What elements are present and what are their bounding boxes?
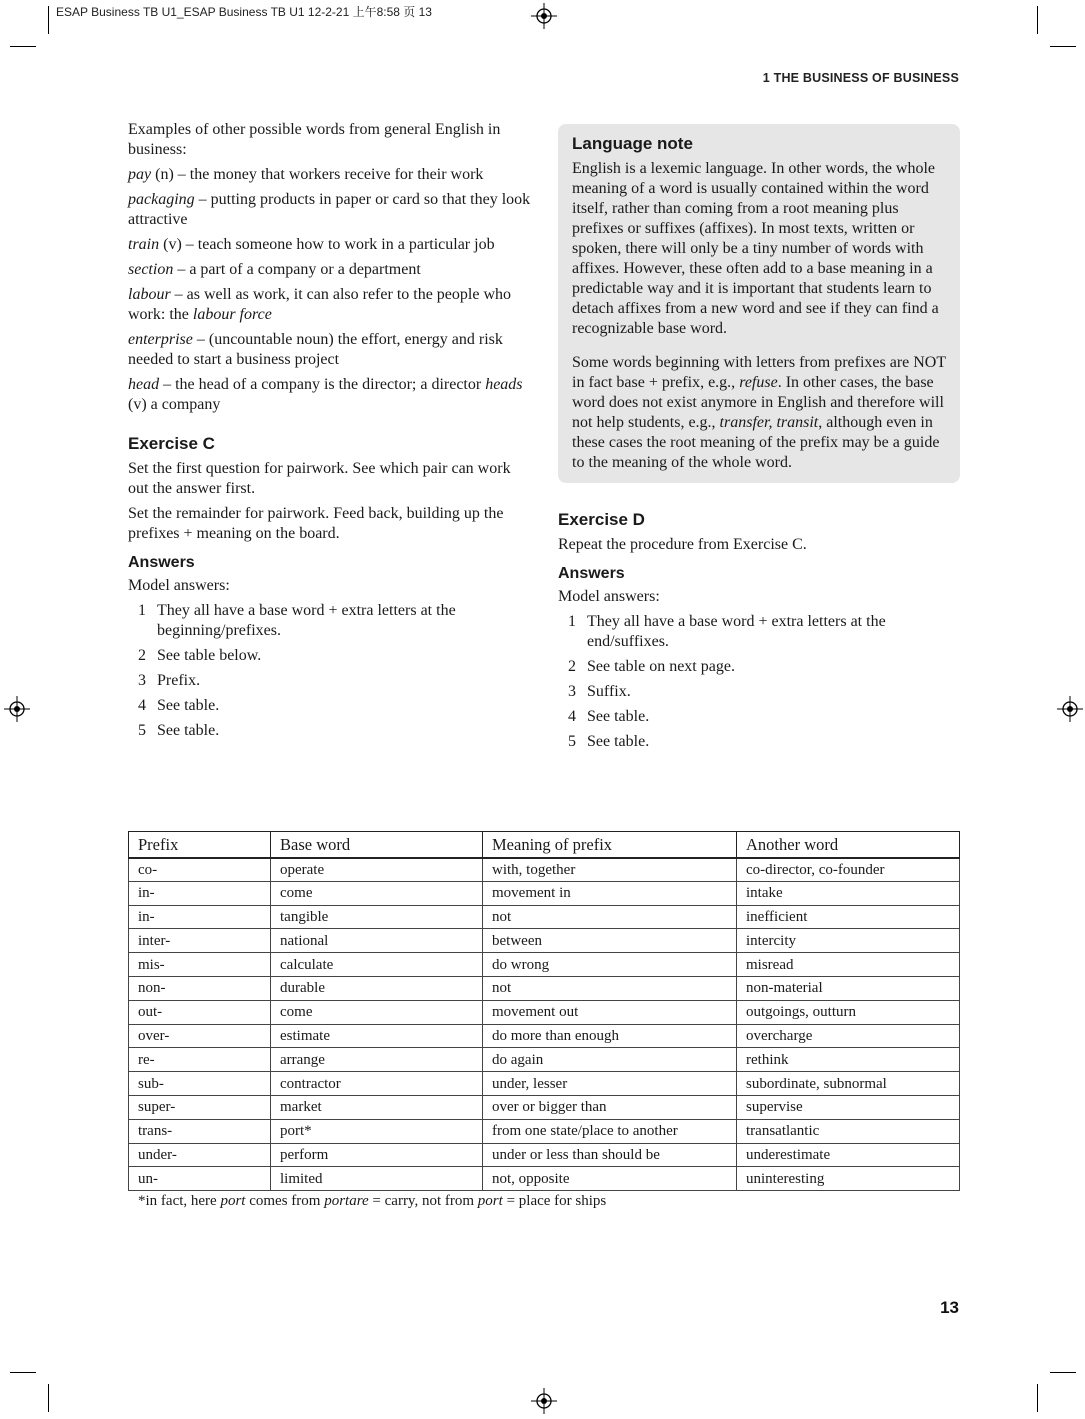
column-header: Another word: [737, 832, 960, 858]
table-cell: uninteresting: [737, 1167, 960, 1191]
answer-list: [558, 612, 960, 752]
table-cell: inefficient: [737, 905, 960, 929]
answer-text: See table.: [157, 697, 220, 714]
table-header-row: [129, 832, 960, 858]
vocab-definition: as well as work, it can also refer to the people who work: the: [128, 286, 512, 323]
table-cell: operate: [271, 858, 483, 882]
exercise-c-instruction: Set the first question for pairwork. See which pair can work out the answer first.: [128, 460, 511, 497]
exercise-d-heading: Exercise D: [558, 510, 645, 529]
vocab-definition: the head of a company is the director; a director: [175, 376, 486, 393]
exercise-d-instruction: Repeat the procedure from Exercise C.: [558, 536, 807, 553]
language-note-box: [558, 124, 960, 483]
table-cell: in-: [129, 905, 271, 929]
table-cell: in-: [129, 881, 271, 905]
table-cell: estimate: [271, 1024, 483, 1048]
table-cell: rethink: [737, 1048, 960, 1072]
table-cell: market: [271, 1095, 483, 1119]
answer-text: They all have a base word + extra letters at the end/suffixes.: [587, 613, 886, 650]
table-cell: over or bigger than: [483, 1095, 737, 1119]
table-row: [129, 1072, 960, 1096]
vocab-list: [128, 165, 532, 415]
table-row: [129, 929, 960, 953]
column-header: Meaning of prefix: [483, 832, 737, 858]
column-header: Base word: [271, 832, 483, 858]
answer-number: 4: [568, 708, 576, 725]
crop-mark: [48, 6, 49, 34]
table-cell: perform: [271, 1143, 483, 1167]
table-cell: contractor: [271, 1072, 483, 1096]
table-cell: transatlantic: [737, 1119, 960, 1143]
registration-mark-icon: [531, 3, 557, 29]
table-cell: under-: [129, 1143, 271, 1167]
vocab-entry: pay (n) – the money that workers receive for their work: [128, 166, 484, 183]
table-cell: movement out: [483, 1000, 737, 1024]
answer-number: 4: [138, 697, 146, 714]
table-cell: not: [483, 905, 737, 929]
answer-number: 5: [568, 733, 576, 750]
table-cell: from one state/place to another: [483, 1119, 737, 1143]
table-row: [129, 976, 960, 1000]
answer-text: Suffix.: [587, 683, 631, 700]
table-cell: port*: [271, 1119, 483, 1143]
table-cell: non-: [129, 976, 271, 1000]
table-cell: re-: [129, 1048, 271, 1072]
table-cell: calculate: [271, 953, 483, 977]
table-row: [129, 905, 960, 929]
table-cell: tangible: [271, 905, 483, 929]
language-note-title: Language note: [572, 134, 693, 153]
vocab-definition: teach someone how to work in a particular job: [197, 236, 495, 253]
answer-number: 3: [568, 683, 576, 700]
table-cell: overcharge: [737, 1024, 960, 1048]
exercise-c-heading: Exercise C: [128, 434, 215, 453]
vocab-term: packaging: [128, 191, 195, 208]
left-column: [128, 120, 532, 746]
crop-mark: [1050, 1372, 1076, 1373]
list-item: [128, 671, 532, 691]
answer-text: See table.: [157, 722, 220, 739]
vocab-entry: enterprise – (uncountable noun) the effort, energy and risk needed to start a business project: [128, 331, 503, 368]
running-head: 1 THE BUSINESS OF BUSINESS: [762, 71, 959, 85]
vocab-term: labour: [128, 286, 171, 303]
vocab-term: enterprise: [128, 331, 193, 348]
registration-mark-icon: [1057, 696, 1083, 722]
table-row: [129, 881, 960, 905]
print-slug: ESAP Business TB U1_ESAP Business TB U1 12-2-21 上午8:58 页 13: [56, 5, 432, 19]
table-cell: arrange: [271, 1048, 483, 1072]
vocab-definition: (uncountable noun) the effort, energy and risk needed to start a business project: [128, 331, 503, 368]
registration-mark-icon: [531, 1388, 557, 1414]
registration-mark-icon: [4, 696, 30, 722]
answer-number: 2: [568, 658, 576, 675]
table-cell: limited: [271, 1167, 483, 1191]
vocab-definition: putting products in paper or card so that they look attractive: [128, 191, 531, 228]
table-row: [129, 1167, 960, 1191]
table-cell: come: [271, 881, 483, 905]
answers-heading: Answers: [128, 554, 195, 571]
table-cell: co-director, co-founder: [737, 858, 960, 882]
list-item: [558, 612, 960, 652]
vocab-entry: labour – as well as work, it can also refer to the people who work: the labour force: [128, 286, 512, 323]
answer-text: See table on next page.: [587, 658, 735, 675]
table-cell: supervise: [737, 1095, 960, 1119]
crop-mark: [1037, 6, 1038, 34]
answer-text: See table.: [587, 733, 650, 750]
table-cell: subordinate, subnormal: [737, 1072, 960, 1096]
table-cell: national: [271, 929, 483, 953]
answer-number: 1: [138, 602, 146, 619]
vocab-definition: a part of a company or a department: [189, 261, 421, 278]
language-note-paragraph: English is a lexemic language. In other words, the whole meaning of a word is usually contained within the word itself, rather than coming from a root meaning plus prefixes or suffixes (affixes). In most texts, written or spoken, there will only be a tiny number of words with affixes. However, these often add to a base meaning in a predictable way and it is important that students learn to detach affixes from a new word and see if they can find a recognizable base word.: [572, 160, 939, 337]
table-cell: between: [483, 929, 737, 953]
model-answers-label: Model answers:: [128, 577, 230, 594]
vocab-entry: train (v) – teach someone how to work in a particular job: [128, 236, 495, 253]
answer-text: See table.: [587, 708, 650, 725]
language-note-paragraph: Some words beginning with letters from prefixes are NOT in fact base + prefix, e.g., refuse. In other cases, the base word does not exist anymore in English and therefore will not help students, e.g., transfer, transit, although even in these cases the root meaning of the prefix may be a guide to the meaning of the whole word.: [572, 354, 946, 471]
table-cell: durable: [271, 976, 483, 1000]
table-cell: movement in: [483, 881, 737, 905]
table-cell: intercity: [737, 929, 960, 953]
table-cell: outgoings, outturn: [737, 1000, 960, 1024]
column-header: Prefix: [129, 832, 271, 858]
table-cell: trans-: [129, 1119, 271, 1143]
table-cell: underestimate: [737, 1143, 960, 1167]
vocab-term: pay: [128, 166, 152, 183]
table-cell: super-: [129, 1095, 271, 1119]
vocab-entry: packaging – putting products in paper or card so that they look attractive: [128, 191, 531, 228]
table-cell: come: [271, 1000, 483, 1024]
vocab-entry: section – a part of a company or a department: [128, 261, 421, 278]
model-answers-label: Model answers:: [558, 588, 660, 605]
list-item: [128, 646, 532, 666]
prefix-table-section: [128, 831, 960, 1210]
table-row: [129, 1095, 960, 1119]
crop-mark: [48, 1384, 49, 1412]
table-row: [129, 1000, 960, 1024]
table-cell: not: [483, 976, 737, 1000]
table-cell: with, together: [483, 858, 737, 882]
table-cell: do wrong: [483, 953, 737, 977]
intro-text: Examples of other possible words from general English in business:: [128, 121, 501, 158]
table-row: [129, 953, 960, 977]
list-item: [558, 657, 960, 677]
crop-mark: [1037, 1384, 1038, 1412]
vocab-term: section: [128, 261, 174, 278]
table-footnote: *in fact, here port comes from portare = carry, not from port = place for ships: [138, 1193, 607, 1210]
crop-mark: [10, 1372, 36, 1373]
table-cell: mis-: [129, 953, 271, 977]
right-column: [558, 124, 960, 757]
answer-number: 5: [138, 722, 146, 739]
list-item: [128, 721, 532, 741]
list-item: [558, 732, 960, 752]
table-row: [129, 1119, 960, 1143]
answer-text: See table below.: [157, 647, 262, 664]
table-cell: over-: [129, 1024, 271, 1048]
list-item: [128, 601, 532, 641]
table-cell: un-: [129, 1167, 271, 1191]
table-cell: non-material: [737, 976, 960, 1000]
prefix-table: [128, 831, 960, 1191]
page-number: 13: [940, 1298, 959, 1317]
answer-number: 2: [138, 647, 146, 664]
exercise-c-instruction: Set the remainder for pairwork. Feed back, building up the prefixes + meaning on the board.: [128, 505, 504, 542]
table-cell: out-: [129, 1000, 271, 1024]
table-row: [129, 1048, 960, 1072]
vocab-term: head: [128, 376, 160, 393]
list-item: [558, 682, 960, 702]
list-item: [558, 707, 960, 727]
table-row: [129, 858, 960, 882]
vocab-term: train: [128, 236, 160, 253]
table-cell: co-: [129, 858, 271, 882]
vocab-definition: the money that workers receive for their work: [189, 166, 484, 183]
table-cell: inter-: [129, 929, 271, 953]
table-cell: sub-: [129, 1072, 271, 1096]
crop-mark: [10, 46, 36, 47]
table-row: [129, 1024, 960, 1048]
table-row: [129, 1143, 960, 1167]
answers-heading: Answers: [558, 565, 625, 582]
answer-list: [128, 601, 532, 741]
vocab-entry: head – the head of a company is the director; a director heads (v) a company: [128, 376, 523, 413]
table-cell: do more than enough: [483, 1024, 737, 1048]
table-cell: under or less than should be: [483, 1143, 737, 1167]
crop-mark: [1050, 46, 1076, 47]
answer-text: Prefix.: [157, 672, 201, 689]
answer-text: They all have a base word + extra letters at the beginning/prefixes.: [157, 602, 456, 639]
table-cell: intake: [737, 881, 960, 905]
table-cell: not, opposite: [483, 1167, 737, 1191]
table-cell: under, lesser: [483, 1072, 737, 1096]
answer-number: 3: [138, 672, 146, 689]
answer-number: 1: [568, 613, 576, 630]
table-cell: do again: [483, 1048, 737, 1072]
list-item: [128, 696, 532, 716]
table-cell: misread: [737, 953, 960, 977]
